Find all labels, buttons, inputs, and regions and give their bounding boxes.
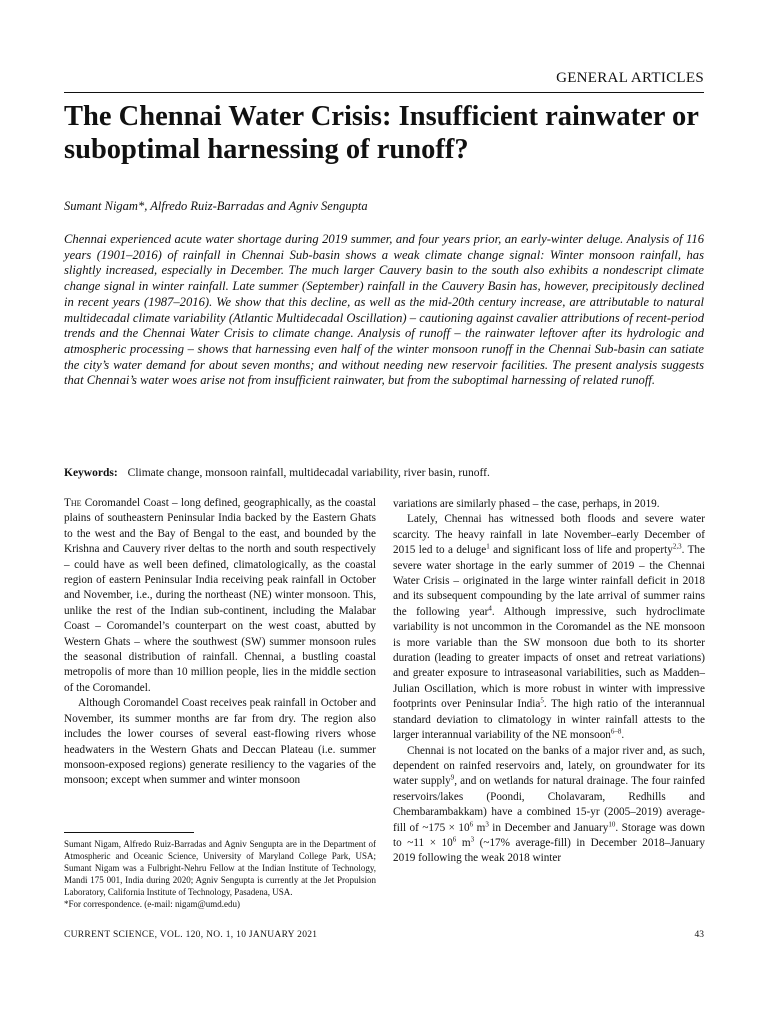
citation: 1 [486, 542, 490, 551]
keywords-line [64, 467, 490, 479]
body-paragraph: Although Coromandel Coast receives peak rainfall in October and November, its summer months are far from dry. The region also includes the lower courses of several east-flowing rivers whose headwaters in the Western Ghats and Deccan Plateau (i.e. summer monsoon-exposed regions) generate resiliency to the vagaries of the monsoon; except when summer and winter monsoon [64, 697, 376, 787]
footnote-rule [64, 832, 194, 833]
body-column-right [393, 497, 705, 867]
section-label: GENERAL ARTICLES [556, 70, 704, 86]
footnote [64, 838, 376, 910]
correspondence-note: *For correspondence. (e-mail: nigam@umd.edu) [64, 899, 240, 909]
citation: 9 [450, 773, 455, 782]
citation: 10 [608, 819, 616, 828]
keywords-label: Keywords: [64, 467, 118, 479]
journal-citation: CURRENT SCIENCE, VOL. 120, NO. 1, 10 JANUARY 2021 [64, 930, 318, 940]
body-paragraph: Lately, Chennai has witnessed both floods and severe water scarcity. The heavy rainfall in late November–early December of 2015 led to a deluge$^1$ and significant loss of life and property$^{2,3}$. The severe water shortage in the early summer of 2019 – the Chennai Water Crisis – originated in the large winter rainfall deficit in 2018 and its subsequent compounding by the late arrival of summer rains the following year$^4$. Although impressive, such hydroclimate variability is not uncommon in the Coromandel as the NE monsoon is more variable than the SW monsoon due both to its shorter duration (leading to greater impacts of onset and retreat variations) and greater exposure to intraseasonal variabilities, such as Madden–Julian Oscillation, which is more robust in winter with impressive footprints over Peninsular India$^5$. The high ratio of the interannual standard deviation to climatology in winter rainfall attests to the larger interannual variability of the NE monsoon$^{6-8}$. [393, 513, 705, 742]
author-list: Sumant Nigam*, Alfredo Ruiz-Barradas and Agniv Sengupta [64, 199, 368, 213]
citation: 6–8 [610, 727, 622, 736]
dropcap-word: The [64, 497, 82, 509]
article-title: The Chennai Water Crisis: Insufficient rainwater or suboptimal harnessing of runoff? [64, 101, 699, 165]
body-paragraph: variations are similarly phased – the case, perhaps, in 2019. [393, 498, 660, 510]
header-rule [64, 92, 704, 93]
page-number: 43 [694, 930, 704, 940]
body-paragraph: Chennai is not located on the banks of a major river and, as such, dependent on rainfed reservoirs and, lately, on groundwater for its water supply$^9$, and on wetlands for natural drainage. The four rainfed reservoirs/lakes (Poondi, Cholavaram, Redhills and Chembarambakkam) have a combined 15-yr (2005–2019) average-fill of ~175 × $10^6$ $m^3$ in December and January$^{10}$. Storage was down to ~11 × $10^6$ $m^3$ (~17% average-fill) in December 2018–January 2019 following the weak 2018 winter [393, 744, 706, 865]
affiliation-note: Sumant Nigam, Alfredo Ruiz-Barradas and Agniv Sengupta are in the Department of Atmospheric and Oceanic Science, University of Maryland College Park, USA; Sumant Nigam was a Fulbright-Nehru Fellow at the Indian Institute of Technology, Mandi 175 001, India during 2020; Agniv Sengupta is currently at the Jet Propulsion Laboratory, California Institute of Technology, Pasadena, USA. [64, 839, 376, 897]
abstract: Chennai experienced acute water shortage during 2019 summer, and four years prior, an early-winter deluge. Analysis of 116 years (1901–2016) of rainfall in Chennai Sub-basin shows a weak climate change signal: Winter monsoon rainfall, has slightly increased, especially in December. The much larger Cauvery basin to the south also exhibits a nondescript climate change signal in winter rainfall. Late summer (September) rainfall in the Cauvery Basin has, however, precipitously declined in recent years (1987–2016). We show that this decline, as well as the mid-20th century increase, are attributable to natural multidecadal climate variability (Atlantic Multidecadal Oscillation) – cautioning against cavalier attributions of recent-period trends and the Chennai Water Crisis to climate change. Analysis of runoff – the rainwater leftover after its hydrologic and atmospheric processing – shows that harnessing even half of the winter monsoon runoff in the Chennai Sub-basin can satiate the city’s water demand for about seven months; and without needing new reservoir facilities. The present analysis suggests that Chennai’s water woes arise not from insufficient rainwater, but from the suboptimal harnessing of related runoff. [64, 232, 704, 388]
citation: 4 [488, 604, 492, 613]
citation: 5 [540, 696, 544, 705]
citation: 2,3 [672, 542, 682, 551]
keywords-text: Climate change, monsoon rainfall, multidecadal variability, river basin, runoff. [127, 467, 490, 479]
body-column-left [64, 496, 376, 789]
body-paragraph: The Coromandel Coast – long defined, geographically, as the coastal plains of southeastern Peninsular India backed by the Eastern Ghats to the west and the Bay of Bengal to the east, and bounded by the Krishna and Cauvery river deltas to the north and south respectively – could have as well been defined, climatologically, as the coastal region of eastern Peninsular India receiving peak rainfall in October and November, i.e., during the northeast (NE) winter monsoon. This, unlike the rest of the Indian sub-continent, including the Malabar Coast – Coromandel’s counterpart on the west coast, abutted by Western Ghats – where the southwest (SW) summer monsoon rules the seasonal distribution of rainfall. Chennai, a bustling coastal metropolis of more than 10 million people, lies in the middle section of the Coromandel. [64, 497, 376, 694]
